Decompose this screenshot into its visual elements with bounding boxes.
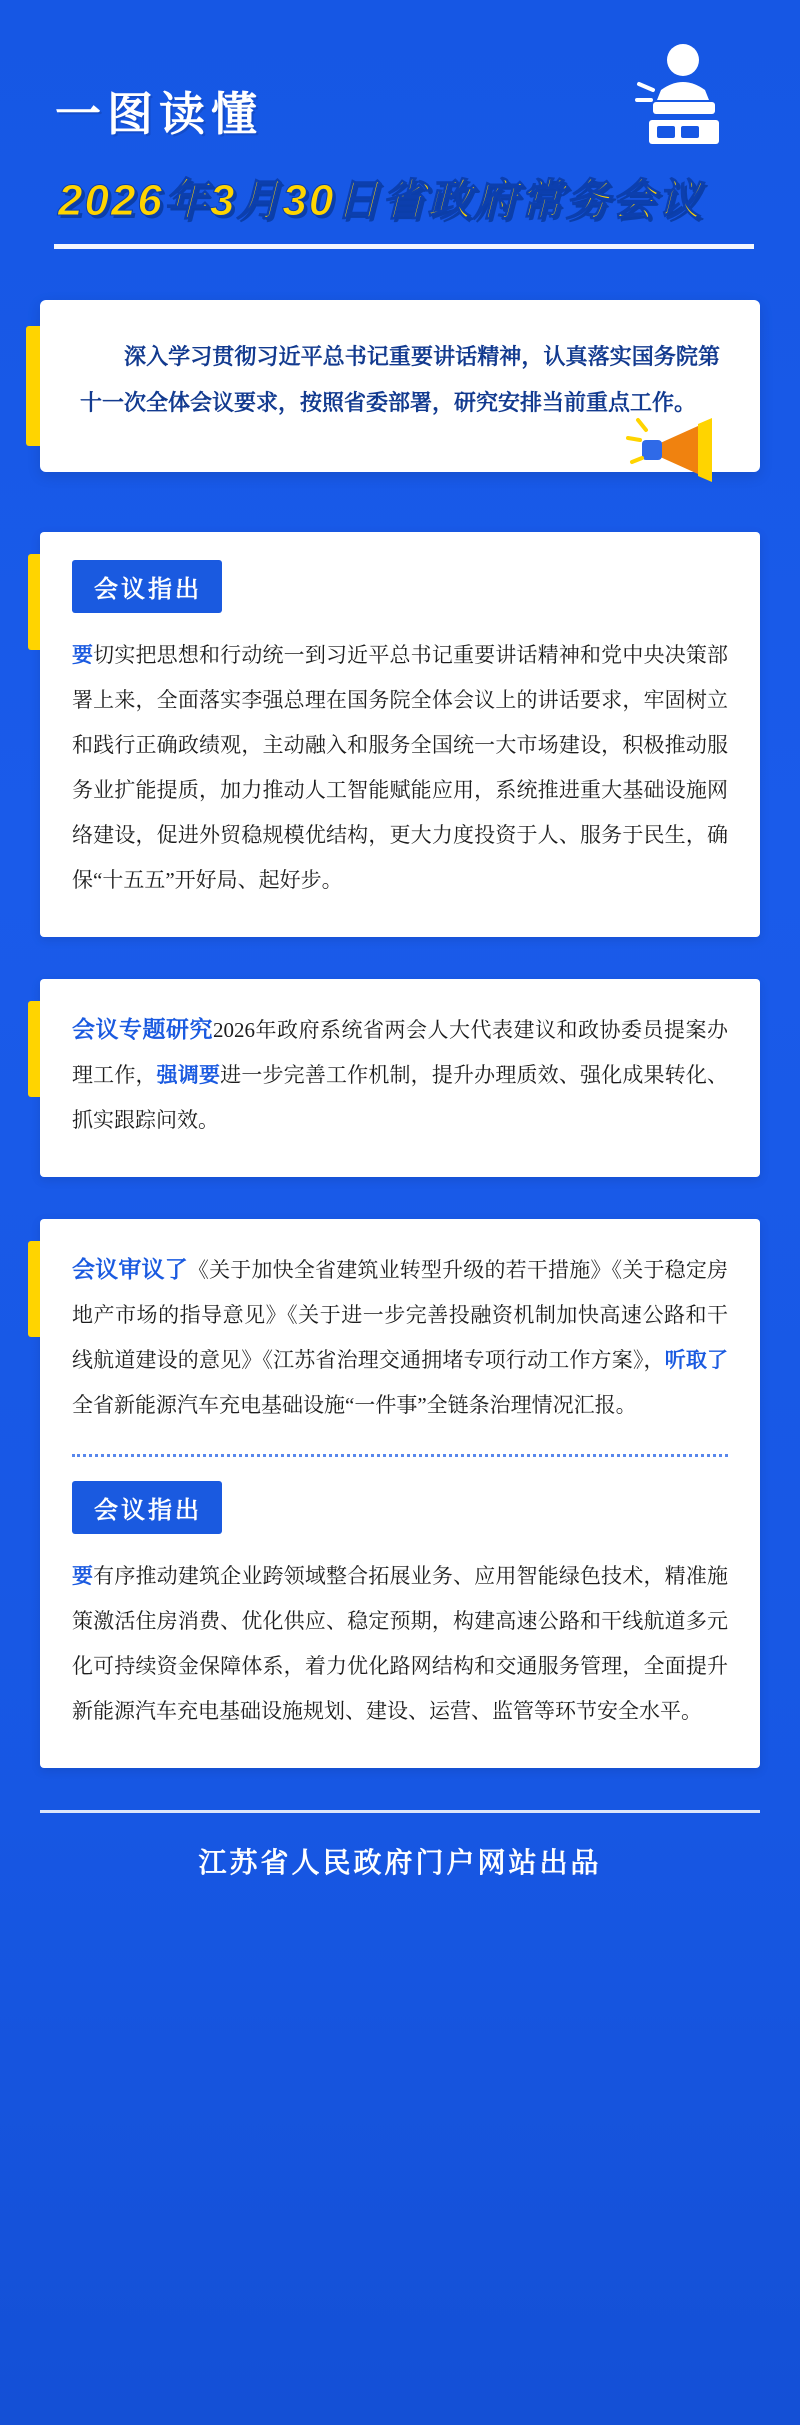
section-label: 会议指出 [72,560,222,613]
section-text-b: 进一步完善工作机制，提升办理质效、强化成果转化、抓实跟踪问效。 [72,1063,729,1132]
keyword-emphasis: 强调要 [156,1063,221,1087]
keyword-lead: 要 [72,1564,94,1588]
lead-section [40,300,760,472]
page-title: 一图读懂 [55,88,263,140]
keyword-lead: 要 [72,643,94,667]
card-accent-tab [28,1001,40,1097]
header-divider [54,244,754,249]
section-card [40,1219,760,1768]
card-accent-tab [28,1241,40,1337]
speaker-podium-icon [605,38,745,158]
section-body [72,1247,728,1428]
footer [40,1810,760,1915]
section-sub-label: 会议指出 [72,1481,222,1534]
card-accent-tab [28,554,40,650]
header-subtitle-wrap [52,162,709,230]
lead-text: 深入学习贯彻习近平总书记重要讲话精神，认真落实国务院第十一次全体会议要求，按照省委部署，研究安排当前重点工作。 [80,344,720,415]
section-sub-body [72,1554,728,1734]
section-inline-heading: 会议专题研究 [72,1017,213,1042]
keyword-emphasis: 听取了 [664,1348,729,1372]
footer-produced-by: 出品 [539,1848,602,1879]
section-inline-heading: 会议审议了 [72,1257,188,1282]
content-sections [0,472,800,1768]
section-card [40,979,760,1177]
section-body [72,1007,728,1143]
header [0,0,800,290]
section-sub-text: 有序推动建筑企业跨领域整合拓展业务、应用智能绿色技术，精准施策激活住房消费、优化供应、稳定预期，构建高速公路和干线航道多元化可持续资金保障体系，着力优化路网结构和交通服务管理，全面提升新能源汽车充电基础设施规划、建设、运营、监管等环节安全水平。 [72,1564,729,1723]
section-card [40,532,760,937]
section-text-a: 《关于加快全省建筑业转型升级的若干措施》《关于稳定房地产市场的指导意见》《关于进一步完善投融资机制加快高速公路和干线航道建设的意见》《江苏省治理交通拥堵专项行动工作方案》， [72,1258,729,1372]
dotted-divider [72,1454,728,1457]
page-subtitle: 2026年3月30日省政府常务会议 [58,176,704,225]
footer-site-name: 江苏省人民政府门户网站 [198,1848,540,1879]
section-text: 切实把思想和行动统一到习近平总书记重要讲话精神和党中央决策部署上来，全面落实李强总理在国务院全体会议上的讲话要求，牢固树立和践行正确政绩观，主动融入和服务全国统一大市场建设，积极推动服务业扩能提质，加力推动人工智能赋能应用，系统推进重大基础设施网络建设，促进外贸稳规模优结构，更大力度投资于人、服务于民生，确保“十五五”开好局、起好步。 [72,643,729,892]
megaphone-icon [624,410,734,490]
lead-accent-tab [26,326,40,446]
section-text-a: 2026年政府系统省两会人大代表建议和政协委员提案办理工作， [72,1018,728,1087]
section-body [72,633,728,903]
section-text-b: 全省新能源汽车充电基础设施“一件事”全链条治理情况汇报。 [72,1393,637,1417]
lead-box [40,300,760,472]
